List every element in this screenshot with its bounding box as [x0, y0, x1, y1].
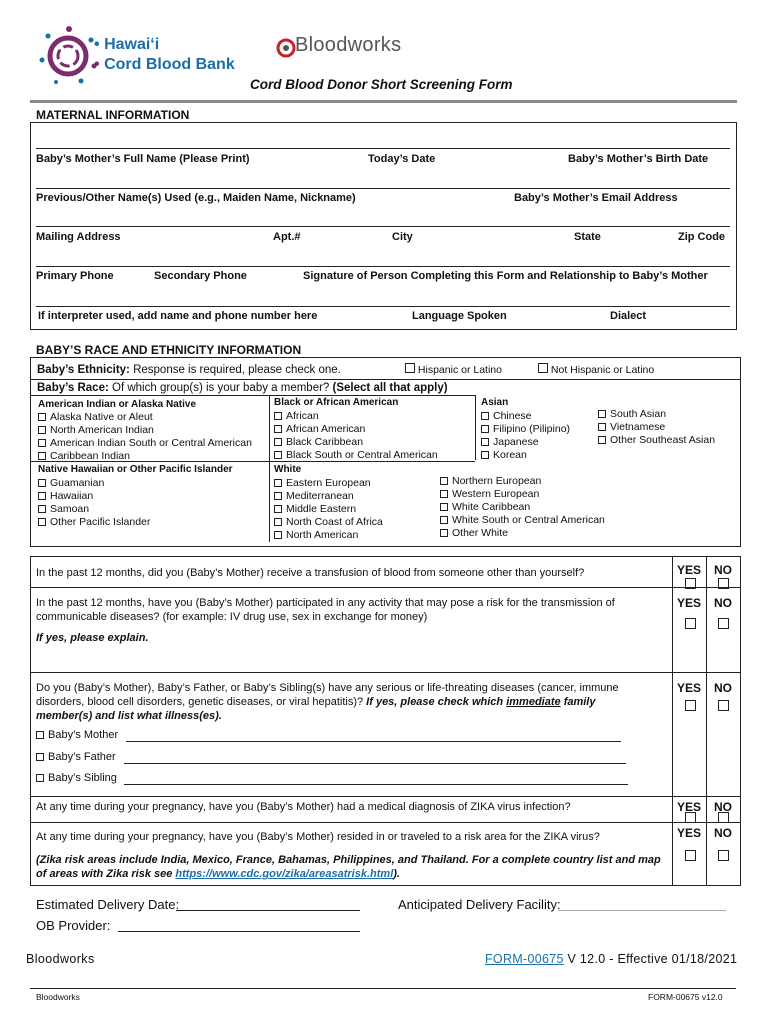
bloodworks-logo-text: Bloodworks	[295, 34, 402, 56]
q4-divider	[31, 822, 740, 823]
q5-no-checkbox[interactable]	[718, 850, 729, 861]
aian-label: American Indian South or Central American	[50, 437, 252, 449]
q3-bold-a: If yes, please check which	[366, 696, 504, 708]
asian-label: South Asian	[610, 408, 667, 420]
hawaii-cord-blood-logo	[36, 22, 276, 88]
form-number-link[interactable]: FORM-00675	[485, 952, 564, 966]
checkbox[interactable]	[440, 490, 448, 498]
previous-name-line[interactable]	[36, 188, 730, 189]
aian-option[interactable]	[38, 424, 154, 436]
q2-yes-label: YES	[677, 596, 702, 610]
aian-label: North American Indian	[50, 424, 154, 436]
checkbox[interactable]	[440, 503, 448, 511]
white-label: Other White	[452, 527, 509, 539]
black-label: African American	[286, 423, 366, 435]
nhpi-label: Other Pacific Islander	[50, 516, 151, 528]
ethnicity-note: Response is required, please check one.	[133, 364, 341, 376]
white-label: North American	[286, 529, 359, 541]
aian-option[interactable]	[38, 437, 252, 449]
q1-divider	[31, 587, 740, 588]
q3-bold-u: immediate	[506, 696, 561, 708]
fam-sibling-option[interactable]	[36, 772, 117, 784]
zika-note	[36, 853, 666, 881]
nhpi-option[interactable]	[38, 477, 104, 489]
dialect-label: Dialect	[610, 310, 647, 322]
black-label: Black South or Central American	[286, 449, 438, 461]
no-col-divider	[706, 556, 707, 886]
checkbox[interactable]	[440, 529, 448, 537]
checkbox[interactable]	[274, 518, 282, 526]
q5-no-label: NO	[714, 826, 732, 840]
ob-provider-line[interactable]	[118, 931, 360, 932]
white-option[interactable]	[274, 477, 371, 489]
asian-option[interactable]	[598, 434, 715, 446]
asian-label: Vietnamese	[610, 421, 666, 433]
q4-no-label: NO	[714, 800, 732, 814]
checkbox[interactable]	[598, 436, 606, 444]
version-text: V 12.0 - Effective 01/18/2021	[567, 952, 738, 966]
black-label: Black Caribbean	[286, 436, 364, 448]
aian-option[interactable]	[38, 450, 130, 462]
q2-text: In the past 12 months, have you (Baby’s Mother) participated in any activity that may pose a risk for the transmission of communicable diseases? (for example: IV drug use, sex in exchange for money)	[36, 597, 615, 623]
black-option[interactable]	[274, 410, 319, 422]
fam-sibling-label: Baby’s Sibling	[48, 772, 117, 784]
white-option[interactable]	[440, 501, 530, 513]
aian-label: Alaska Native or Aleut	[50, 411, 153, 423]
title-rule	[30, 100, 737, 103]
city-label: City	[392, 231, 413, 243]
zip-label: Zip Code	[678, 231, 726, 243]
maternal-section-title: MATERNAL INFORMATION	[36, 108, 190, 122]
ethnicity-label: Baby’s Ethnicity:	[37, 364, 130, 376]
asian-label: Japanese	[493, 436, 539, 448]
zika-end: ).	[393, 868, 400, 880]
hispanic-checkbox[interactable]	[405, 363, 415, 373]
checkbox[interactable]	[274, 438, 282, 446]
asian-label: Other Southeast Asian	[610, 434, 716, 446]
checkbox[interactable]	[598, 423, 606, 431]
delivery-date-line[interactable]	[176, 910, 360, 911]
nhpi-option[interactable]	[38, 516, 150, 528]
checkbox[interactable]	[481, 451, 489, 459]
white-option[interactable]	[440, 514, 605, 526]
hispanic-label: Hispanic or Latino	[417, 364, 502, 376]
asian-label: Korean	[493, 449, 527, 461]
primary-phone-label: Primary Phone	[36, 270, 114, 282]
white-option[interactable]	[274, 516, 383, 528]
q2-no-checkbox[interactable]	[718, 618, 729, 629]
org-name: Bloodworks	[26, 952, 95, 966]
zika-note-text: (Zika risk areas include India, Mexico, France, Bahamas, Philippines, and Thailand. For a complete country list and map of areas with Zika risk see	[36, 854, 661, 880]
white-label: Eastern European	[286, 477, 371, 489]
black-option[interactable]	[274, 423, 365, 435]
aian-option[interactable]	[38, 411, 153, 423]
checkbox[interactable]	[38, 426, 46, 434]
white-label: Mediterranean	[286, 490, 354, 502]
race-col-divider-2	[475, 395, 476, 460]
q2-divider	[31, 672, 740, 673]
q3-no-checkbox[interactable]	[718, 700, 729, 711]
footer-left: Bloodworks	[36, 992, 80, 1002]
delivery-facility-label: Anticipated Delivery Facility:	[398, 897, 561, 912]
black-title: Black or African American	[274, 397, 399, 408]
nhpi-title: Native Hawaiian or Other Pacific Islander	[38, 464, 233, 475]
fam-father-line[interactable]	[124, 763, 626, 764]
asian-label: Filipino (Pilipino)	[493, 423, 571, 435]
checkbox[interactable]	[38, 518, 46, 526]
asian-title: Asian	[481, 397, 509, 408]
hispanic-option[interactable]	[405, 363, 502, 376]
black-option[interactable]	[274, 436, 363, 448]
mailing-address-label: Mailing Address	[36, 231, 121, 243]
fam-sibling-line[interactable]	[124, 784, 628, 785]
white-option[interactable]	[440, 527, 508, 539]
interpreter-line[interactable]	[36, 306, 730, 307]
zika-link[interactable]: https://www.cdc.gov/zika/areasatrisk.html	[175, 868, 394, 880]
checkbox[interactable]	[440, 516, 448, 524]
aian-title: American Indian or Alaska Native	[38, 399, 197, 410]
email-label: Baby’s Mother’s Email Address	[514, 192, 678, 204]
race-label: Baby’s Race:	[37, 382, 109, 394]
q1-no-label: NO	[714, 563, 732, 577]
aian-label: Caribbean Indian	[50, 450, 130, 462]
fam-mother-label: Baby’s Mother	[48, 729, 119, 741]
fam-mother-line[interactable]	[126, 741, 621, 742]
form-title: Cord Blood Donor Short Screening Form	[250, 77, 513, 92]
white-label: White South or Central American	[452, 514, 605, 526]
q2-no-label: NO	[714, 596, 732, 610]
footer-rule	[30, 988, 736, 989]
asian-option[interactable]	[598, 408, 666, 420]
white-label: White Caribbean	[452, 501, 531, 513]
race-select: (Select all that apply)	[332, 382, 448, 394]
checkbox[interactable]	[38, 492, 46, 500]
checkbox[interactable]	[274, 531, 282, 539]
fam-father-option[interactable]	[36, 751, 116, 763]
white-option[interactable]	[440, 488, 539, 500]
q2-explain: If yes, please explain.	[36, 632, 149, 644]
checkbox[interactable]	[38, 452, 46, 460]
interpreter-label: If interpreter used, add name and phone number here	[38, 310, 318, 322]
q4-yes-label: YES	[677, 800, 702, 814]
nhpi-option[interactable]	[38, 503, 89, 515]
delivery-date-label: Estimated Delivery Date:	[36, 897, 180, 912]
fam-mother-option[interactable]	[36, 729, 118, 741]
apt-label: Apt.#	[273, 231, 301, 243]
race-row	[37, 382, 448, 394]
yes-col-divider	[672, 556, 673, 886]
asian-option[interactable]	[481, 449, 527, 461]
asian-label: Chinese	[493, 410, 532, 422]
q2-yes-checkbox[interactable]	[685, 618, 696, 629]
checkbox[interactable]	[274, 412, 282, 420]
ethnicity-row	[37, 364, 341, 376]
state-label: State	[574, 231, 601, 243]
checkbox[interactable]	[440, 477, 448, 485]
checkbox[interactable]	[481, 425, 489, 433]
signature-label: Signature of Person Completing this Form and Relationship to Baby’s Mother	[303, 270, 708, 282]
black-option[interactable]	[274, 449, 438, 461]
checkbox[interactable]	[38, 479, 46, 487]
full-name-label: Baby’s Mother’s Full Name (Please Print)	[36, 153, 250, 165]
q4-text: At any time during your pregnancy, have you (Baby’s Mother) had a medical diagnosis of ZIKA virus infection?	[36, 801, 571, 813]
white-option[interactable]	[274, 490, 354, 502]
asian-option[interactable]	[481, 436, 539, 448]
q1-yes-label: YES	[677, 563, 702, 577]
black-label: African	[286, 410, 319, 422]
logo-dot-icon: •	[94, 36, 100, 53]
checkbox[interactable]	[38, 439, 46, 447]
q3-divider	[31, 796, 740, 797]
race-divider	[31, 395, 475, 396]
not-hispanic-label: Not Hispanic or Latino	[550, 364, 655, 376]
checkbox[interactable]	[274, 505, 282, 513]
logo-dot-icon: •	[94, 56, 100, 73]
checkbox[interactable]	[598, 410, 606, 418]
address-line[interactable]	[36, 226, 730, 227]
checkbox[interactable]	[38, 505, 46, 513]
q5-yes-checkbox[interactable]	[685, 850, 696, 861]
white-label: Middle Eastern	[286, 503, 357, 515]
checkbox[interactable]	[481, 412, 489, 420]
language-label: Language Spoken	[412, 310, 507, 322]
cord-blood-logo-icon	[36, 22, 100, 86]
not-hispanic-option[interactable]	[538, 363, 654, 376]
not-hispanic-checkbox[interactable]	[538, 363, 548, 373]
asian-option[interactable]	[598, 421, 665, 433]
checkbox[interactable]	[36, 774, 44, 782]
white-label: Western European	[452, 488, 540, 500]
race-section-title: BABY’S RACE AND ETHNICITY INFORMATION	[36, 343, 302, 357]
footer-right: FORM-00675 v12.0	[648, 992, 723, 1002]
q5-yes-label: YES	[677, 826, 702, 840]
logo-name-line2: Cord Blood Bank	[104, 56, 235, 73]
ob-provider-label: OB Provider:	[36, 918, 111, 933]
nhpi-label: Hawaiian	[50, 490, 94, 502]
checkbox[interactable]	[274, 492, 282, 500]
checkbox[interactable]	[274, 479, 282, 487]
race-col-divider-1	[269, 395, 270, 542]
q3-bold-b: family member(s) and list what illness(es).	[36, 696, 596, 722]
nhpi-label: Samoan	[50, 503, 90, 515]
race-question: Of which group(s) is your baby a member?	[112, 382, 330, 394]
logo-name-line1: Hawai‘i	[104, 36, 160, 53]
ethnicity-divider	[31, 379, 740, 380]
q3-start: Do you (Baby’s Mother), Baby’s Father, or Baby’s Sibling(s) have any serious or life-threating diseases (cancer, immune disorders, blood cell disorders, genetic diseases, or viral hepatitis)?	[36, 682, 619, 708]
secondary-phone-label: Secondary Phone	[154, 270, 247, 282]
white-label: North Coast of Africa	[286, 516, 383, 528]
form-version	[485, 952, 737, 966]
white-option[interactable]	[274, 529, 358, 541]
checkbox[interactable]	[274, 425, 282, 433]
asian-option[interactable]	[481, 410, 532, 422]
white-option[interactable]	[274, 503, 356, 515]
q3-yes-label: YES	[677, 681, 702, 695]
birth-date-label: Baby’s Mother’s Birth Date	[568, 153, 709, 165]
nhpi-option[interactable]	[38, 490, 93, 502]
checkbox[interactable]	[274, 451, 282, 459]
asian-option[interactable]	[481, 423, 570, 435]
name-line[interactable]	[36, 148, 730, 149]
q3-text	[36, 681, 644, 723]
previous-name-label: Previous/Other Name(s) Used (e.g., Maiden Name, Nickname)	[36, 192, 356, 204]
fam-father-label: Baby’s Father	[48, 751, 116, 763]
q5-text: At any time during your pregnancy, have you (Baby’s Mother) resided in or traveled to a risk area for the ZIKA virus?	[36, 831, 600, 843]
checkbox[interactable]	[36, 753, 44, 761]
checkbox[interactable]	[481, 438, 489, 446]
white-title: White	[274, 464, 302, 475]
delivery-facility-line[interactable]	[558, 910, 726, 911]
checkbox[interactable]	[36, 731, 44, 739]
phone-line[interactable]	[36, 266, 730, 267]
q1-text: In the past 12 months, did you (Baby’s Mother) receive a transfusion of blood from someone other than yourself?	[36, 567, 585, 579]
q3-no-label: NO	[714, 681, 732, 695]
checkbox[interactable]	[38, 413, 46, 421]
white-option[interactable]	[440, 475, 541, 487]
white-label: Northern European	[452, 475, 542, 487]
todays-date-label: Today’s Date	[368, 153, 436, 165]
q3-yes-checkbox[interactable]	[685, 700, 696, 711]
nhpi-label: Guamanian	[50, 477, 105, 489]
bloodworks-drop-icon	[275, 37, 297, 59]
